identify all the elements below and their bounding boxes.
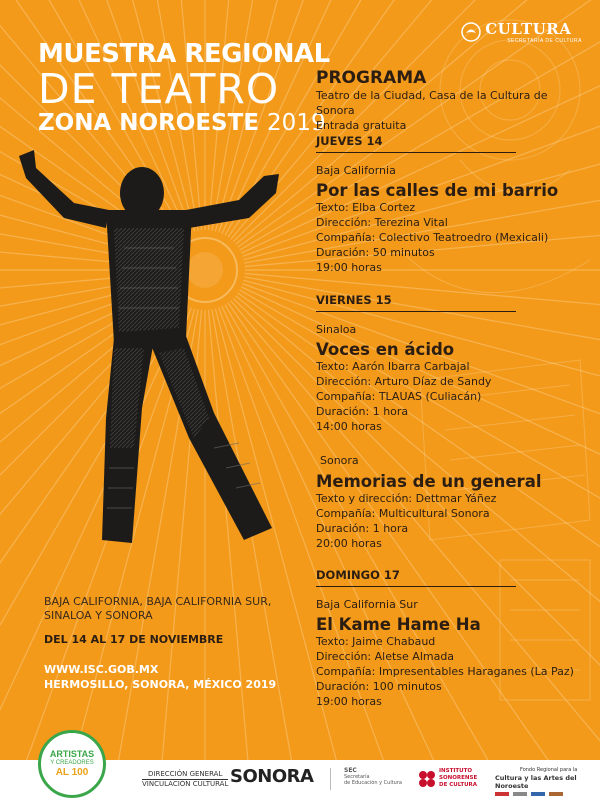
divider <box>316 586 516 587</box>
play-entry <box>316 598 586 709</box>
divider <box>330 768 331 790</box>
title-line-2: DE TEATRO <box>38 65 280 113</box>
play-region: Sinaloa <box>316 323 357 336</box>
title-year: 2019 <box>267 110 326 136</box>
cultura-sub: SECRETARÍA DE CULTURA <box>507 38 582 44</box>
play-detail: Dirección: Aletse Almada <box>316 650 455 663</box>
program-title: PROGRAMA <box>316 68 427 88</box>
event-website: WWW.ISC.GOB.MX <box>44 663 159 676</box>
event-title <box>38 40 330 136</box>
play-detail: Texto: Elba Cortez <box>316 201 416 214</box>
mini-logo <box>531 792 545 796</box>
play-detail: Texto y dirección: Dettmar Yáñez <box>316 492 497 505</box>
play-title: Voces en ácido <box>316 340 455 359</box>
badge-line-3: AL 100 <box>55 767 89 778</box>
isc-text <box>439 768 477 789</box>
play-detail: Duración: 1 hora <box>316 405 409 418</box>
sec-line-2: Secretaría <box>344 774 370 780</box>
isc-line-1: INSTITUTO <box>439 768 473 774</box>
play-region: Sonora <box>320 454 359 467</box>
dir-line-2: VINCULACIÓN CULTURAL <box>142 780 229 788</box>
play-detail: Duración: 100 minutos <box>316 680 442 693</box>
states-line-1: BAJA CALIFORNIA, BAJA CALIFORNIA SUR, <box>44 595 272 608</box>
event-location: HERMOSILLO, SONORA, MÉXICO 2019 <box>44 678 277 691</box>
play-detail: Texto: Jaime Chabaud <box>316 635 436 648</box>
day-label: DOMINGO 17 <box>316 568 400 582</box>
title-line-1: MUESTRA REGIONAL <box>38 39 330 69</box>
states-list <box>44 595 271 623</box>
play-title: El Kame Hame Ha <box>316 615 481 634</box>
play-entry-body <box>316 472 586 551</box>
play-detail: Texto: Aarón Ibarra Carbajal <box>316 360 470 373</box>
cultura-name: CULTURA <box>485 20 572 38</box>
dancer-figure-illustration <box>14 148 284 548</box>
sec-line-1: SEC <box>344 767 357 774</box>
artistas-creadores-badge <box>38 730 106 798</box>
play-entry <box>320 454 590 467</box>
mini-logo <box>513 792 527 796</box>
partner-mini-logos <box>495 792 600 796</box>
fondo-line-1: Fondo Regional para la <box>520 767 578 773</box>
play-detail: 19:00 horas <box>316 695 382 708</box>
title-line-3 <box>38 110 330 136</box>
isc-flower-icon <box>418 770 436 788</box>
play-title: Por las calles de mi barrio <box>316 181 559 200</box>
fondo-regional-logo <box>495 766 600 796</box>
fondo-line-2: Cultura y las Artes del Noroeste <box>495 774 577 790</box>
play-entry <box>316 323 586 434</box>
event-dates: DEL 14 AL 17 DE NOVIEMBRE <box>44 633 224 646</box>
play-detail: 14:00 horas <box>316 420 382 433</box>
play-detail: Duración: 50 minutos <box>316 246 435 259</box>
mini-logo <box>495 792 509 796</box>
program-venue: Teatro de la Ciudad, Casa de la Cultura de Sonora <box>316 89 548 117</box>
day-label: VIERNES 15 <box>316 293 392 307</box>
cultura-logo <box>485 20 582 44</box>
isc-line-2: SONORENSE <box>439 775 478 781</box>
play-detail: Compañía: Impresentables Haraganes (La Paz) <box>316 665 574 678</box>
play-detail: Dirección: Terezina Vital <box>316 216 448 229</box>
play-detail: Compañía: TLAUAS (Culiacán) <box>316 390 482 403</box>
play-entry <box>316 164 586 275</box>
divider <box>316 311 516 312</box>
day-label: JUEVES 14 <box>316 134 383 148</box>
isc-line-3: DE CULTURA <box>439 782 478 788</box>
program-entry: Entrada gratuita <box>316 119 407 132</box>
program-header <box>316 68 586 133</box>
sec-line-3: de Educación y Cultura <box>344 780 402 786</box>
sonora-logo: SONORA <box>230 766 314 787</box>
sec-logo <box>344 768 402 786</box>
divider <box>316 152 516 153</box>
mini-logo <box>549 792 563 796</box>
play-detail: Compañía: Colectivo Teatroedro (Mexicali) <box>316 231 549 244</box>
dir-line-1: DIRECCIÓN GENERAL <box>148 770 223 778</box>
play-detail: Compañía: Multicultural Sonora <box>316 507 490 520</box>
badge-line-1: ARTISTAS <box>49 749 95 759</box>
play-region: Baja California Sur <box>316 598 418 611</box>
play-region: Baja California <box>316 164 396 177</box>
play-detail: Duración: 1 hora <box>316 522 409 535</box>
title-region: ZONA NOROESTE <box>38 110 260 136</box>
isc-logo <box>418 768 477 789</box>
play-title: Memorias de un general <box>316 472 542 491</box>
badge-line-2: Y CREADORES <box>50 760 94 766</box>
eagle-seal-icon <box>461 22 481 42</box>
play-detail: 19:00 horas <box>316 261 382 274</box>
states-line-2: SINALOA Y SONORA <box>44 609 153 622</box>
play-detail: 20:00 horas <box>316 537 382 550</box>
play-detail: Dirección: Arturo Díaz de Sandy <box>316 375 492 388</box>
direccion-general-logo <box>142 770 228 789</box>
